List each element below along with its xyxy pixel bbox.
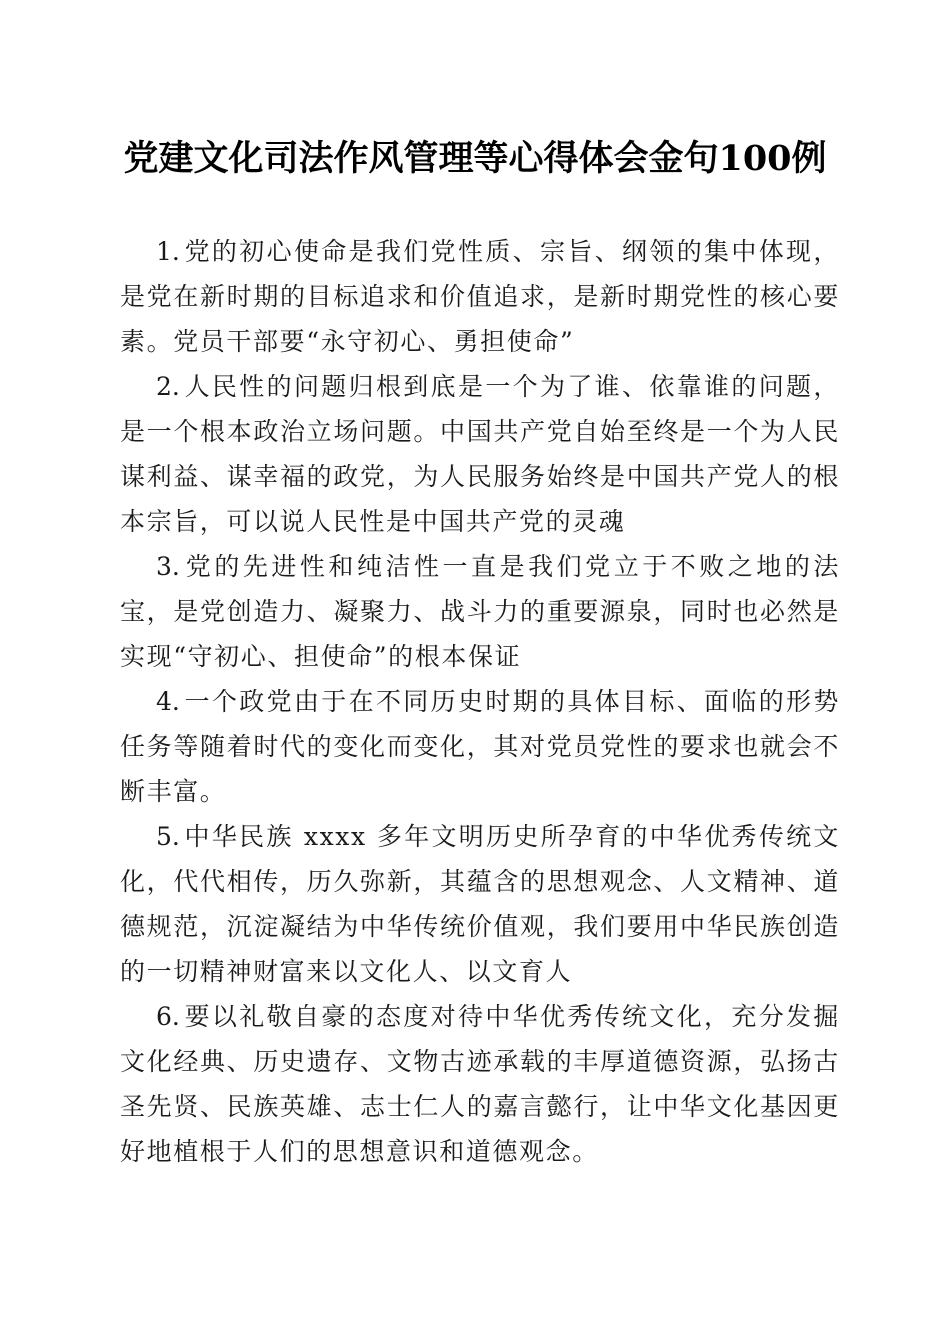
paragraph-4 (120, 679, 840, 814)
paragraph-3 (120, 544, 840, 679)
paragraph-text: 党的先进性和纯洁性一直是我们党立于不败之地的法宝，是党创造力、凝聚力、战斗力的重要源泉，同时也必然是实现“守初心、担使命”的根本保证 (120, 552, 840, 671)
paragraph-text: 中华民族 xxxx 多年文明历史所孕育的中华优秀传统文化，代代相传，历久弥新，其蕴含的思想观念、人文精神、道德规范，沉淀凝结为中华传统价值观，我们要用中华民族创造的一切精神财富来以文化人、以文育人 (120, 822, 840, 986)
document-title: 党建文化司法作风管理等心得体会金句100例 (123, 138, 827, 179)
paragraph-number: 1. (156, 237, 180, 266)
paragraph-number: 2. (156, 372, 180, 401)
paragraph-number: 4. (156, 687, 180, 716)
paragraph-6 (120, 994, 840, 1174)
document-body (120, 229, 840, 1174)
paragraph-number: 5. (156, 822, 180, 851)
paragraph-2 (120, 364, 840, 544)
paragraph-text: 要以礼敬自豪的态度对待中华优秀传统文化，充分发掘文化经典、历史遗存、文物古迹承载的丰厚道德资源，弘扬古圣先贤、民族英雄、志士仁人的嘉言懿行，让中华文化基因更好地植根于人们的思想意识和道德观念。 (120, 1002, 840, 1166)
paragraph-text: 党的初心使命是我们党性质、宗旨、纲领的集中体现，是党在新时期的目标追求和价值追求，是新时期党性的核心要素。党员干部要“永守初心、勇担使命” (120, 237, 840, 356)
paragraph-text: 人民性的问题归根到底是一个为了谁、依靠谁的问题，是一个根本政治立场问题。中国共产党自始至终是一个为人民谋利益、谋幸福的政党，为人民服务始终是中国共产党人的根本宗旨，可以说人民性是中国共产党的灵魂 (120, 372, 840, 536)
paragraph-number: 6. (156, 1002, 180, 1031)
paragraph-5 (120, 814, 840, 994)
paragraph-number: 3. (156, 552, 180, 581)
paragraph-text: 一个政党由于在不同历史时期的具体目标、面临的形势任务等随着时代的变化而变化，其对党员党性的要求也就会不断丰富。 (120, 687, 840, 806)
paragraph-1 (120, 229, 840, 364)
